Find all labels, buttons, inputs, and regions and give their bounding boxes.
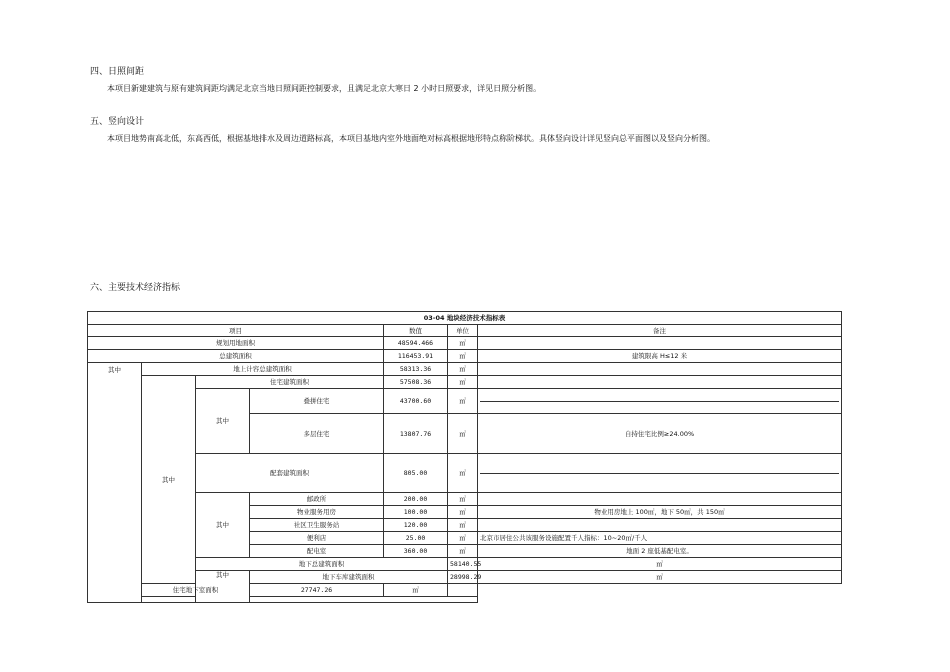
header-note: 备注 — [478, 325, 842, 337]
section-5-heading: 五、竖向设计 — [90, 117, 145, 127]
row-note: 建筑限高 H≤12 米 — [478, 350, 842, 363]
row-label: 便利店 — [250, 532, 384, 545]
row-value: 200.00 — [384, 493, 448, 506]
table-row — [88, 571, 842, 584]
row-value: 25.00 — [384, 532, 448, 545]
row-label: 地上计容总建筑面积 — [142, 363, 384, 376]
row-label: 叠拼住宅 — [250, 389, 384, 414]
row-label: 多层住宅 — [250, 414, 384, 454]
row-label: 邮政所 — [250, 493, 384, 506]
technical-indicators-table — [87, 311, 842, 603]
row-label: 社区卫生服务站 — [250, 519, 384, 532]
table-header-row — [88, 325, 842, 337]
row-note — [478, 389, 842, 414]
group-label-above-sub: 其中 — [142, 376, 196, 584]
row-value: 116453.91 — [384, 350, 448, 363]
row-note — [448, 584, 478, 597]
row-label: 地下车库建筑面积 — [250, 571, 448, 584]
group-label-residential: 其中 — [196, 389, 250, 454]
row-value: 120.00 — [384, 519, 448, 532]
row-note: 自持住宅比例≥24.00% — [478, 414, 842, 454]
row-note — [478, 493, 842, 506]
row-label: 总建筑面积 — [88, 350, 384, 363]
row-unit: ㎡ — [448, 414, 478, 454]
row-label: 住宅地下室面积 — [142, 584, 250, 597]
row-unit: ㎡ — [448, 454, 478, 493]
row-label: 住宅建筑面积 — [196, 376, 384, 389]
row-value: 27747.26 — [250, 584, 384, 597]
row-value: 58140.55 — [448, 558, 478, 571]
row-label: 配套建筑面积 — [196, 454, 384, 493]
row-unit: ㎡ — [448, 389, 478, 414]
row-unit: ㎡ — [448, 363, 478, 376]
row-value: 58313.36 — [384, 363, 448, 376]
section-4-body: 本项目新建建筑与原有建筑间距均满足北京当地日照间距控制要求，且满足北京大寒日 2 小时日照要求，详见日照分析图。 — [107, 84, 542, 93]
header-item: 项目 — [88, 325, 384, 337]
row-label: 规划用地面积 — [88, 337, 384, 350]
header-unit: 单位 — [448, 325, 478, 337]
table-row — [88, 389, 842, 414]
row-unit: ㎡ — [384, 584, 448, 597]
row-note — [478, 454, 842, 493]
row-unit: ㎡ — [448, 376, 478, 389]
row-note: 物业用房地上 100㎡，地下 50㎡，共 150㎡ — [478, 506, 842, 519]
row-value: 805.00 — [384, 454, 448, 493]
row-unit: ㎡ — [448, 493, 478, 506]
row-unit: ㎡ — [448, 350, 478, 363]
row-unit: ㎡ — [448, 545, 478, 558]
row-unit: ㎡ — [448, 519, 478, 532]
section-5-body: 本项目地势南高北低，东高西低，根据基地排水及周边道路标高，本项目基地内室外地面绝对标高根据地形特点称阶梯状。具体竖向设计详见竖向总平面图以及竖向分析图。 — [107, 134, 715, 143]
row-value: 57508.36 — [384, 376, 448, 389]
section-4-heading: 四、日照间距 — [90, 67, 145, 77]
row-note — [478, 519, 842, 532]
row-value: 28998.29 — [448, 571, 478, 584]
row-label: 物业服务用房 — [250, 506, 384, 519]
row-note — [478, 376, 842, 389]
row-label: 配电室 — [250, 545, 384, 558]
row-unit: ㎡ — [478, 571, 842, 584]
table-row — [88, 454, 842, 493]
header-value: 数值 — [384, 325, 448, 337]
row-value: 43700.60 — [384, 389, 448, 414]
table-row — [88, 363, 842, 376]
row-value: 360.00 — [384, 545, 448, 558]
table-row-blank — [88, 597, 842, 603]
row-unit: ㎡ — [448, 337, 478, 350]
row-label: 地下总建筑面积 — [196, 558, 448, 571]
table-row — [88, 350, 842, 363]
row-unit: ㎡ — [478, 558, 842, 571]
table-row — [88, 337, 842, 350]
table-row — [88, 493, 842, 506]
table-row — [88, 558, 842, 571]
row-value: 13807.76 — [384, 414, 448, 454]
table-title: 03-04 地块经济技术指标表 — [88, 312, 842, 325]
group-label-above: 其中 — [88, 363, 142, 603]
group-label-supporting: 其中 — [196, 493, 250, 558]
row-value: 100.00 — [384, 506, 448, 519]
blank-cell — [142, 597, 478, 603]
table-row — [88, 584, 842, 597]
row-value: 48594.466 — [384, 337, 448, 350]
row-note: 地面 2 座低基配电室。 — [478, 545, 842, 558]
row-note — [478, 337, 842, 350]
section-6-heading: 六、主要技术经济指标 — [90, 283, 181, 293]
group-label-below: 其中 — [196, 571, 250, 603]
row-unit: ㎡ — [448, 532, 478, 545]
table-row — [88, 376, 842, 389]
row-unit: ㎡ — [448, 506, 478, 519]
row-note — [478, 363, 842, 376]
row-note: 北京市居住公共该服务设施配置千人指标：10~20㎡/千人 — [478, 532, 842, 545]
